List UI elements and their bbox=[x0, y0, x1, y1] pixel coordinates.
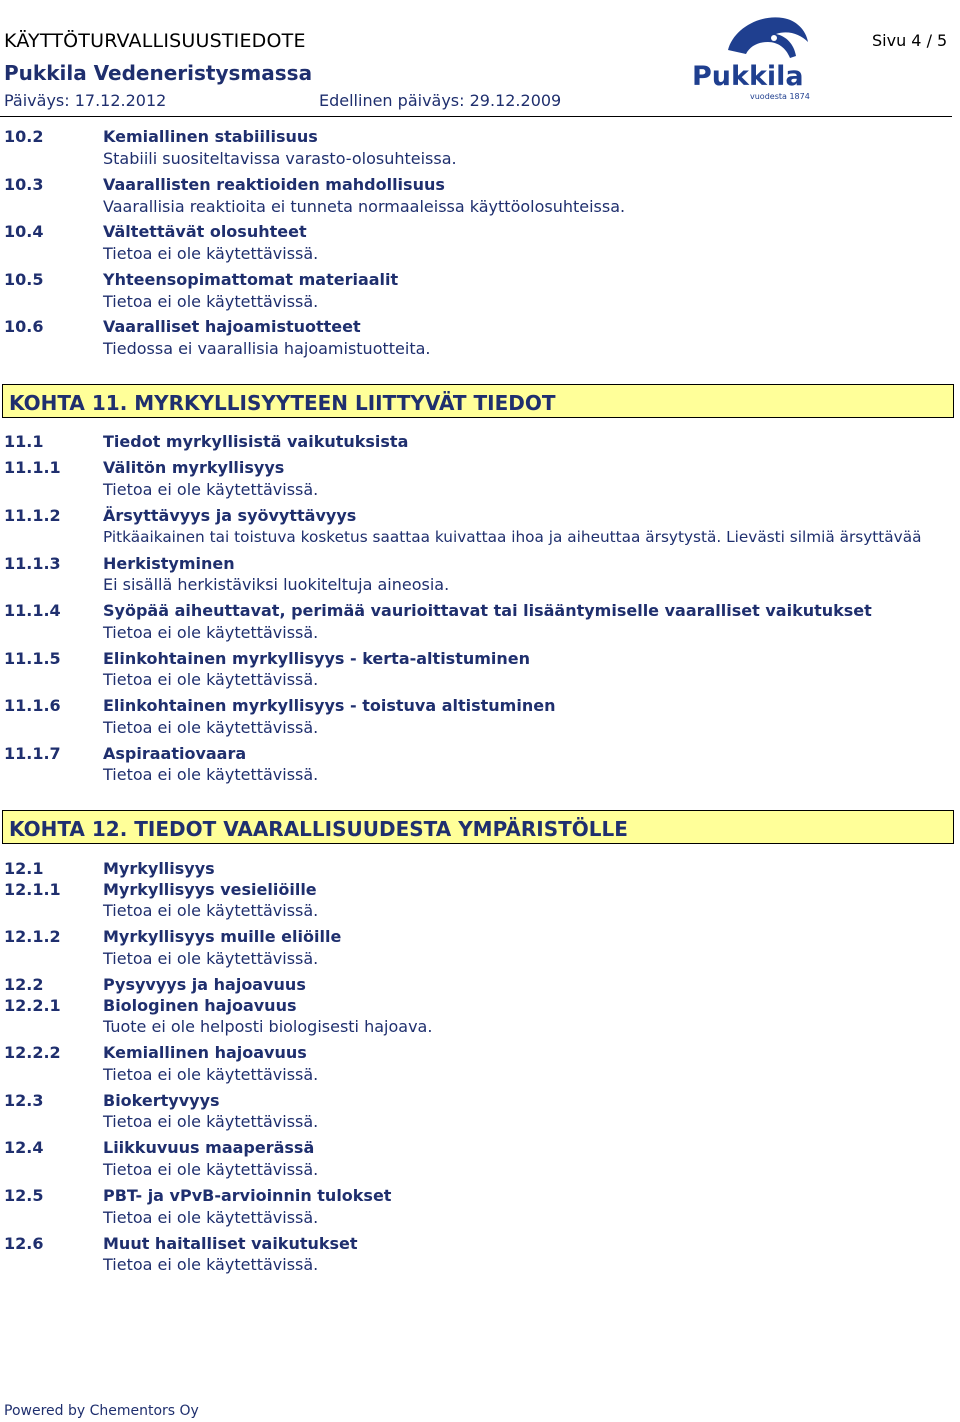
item-text: Tietoa ei ole käytettävissä. bbox=[103, 765, 319, 784]
item-heading: Myrkyllisyys bbox=[103, 859, 215, 878]
item-heading: Aspiraatiovaara bbox=[103, 744, 247, 763]
item-number: 10.5 bbox=[4, 270, 44, 289]
item-number: 10.2 bbox=[4, 127, 44, 146]
item-number: 11.1.4 bbox=[4, 601, 61, 620]
item-heading: Myrkyllisyys muille eliöille bbox=[103, 927, 342, 946]
item-heading: PBT- ja vPvB-arvioinnin tulokset bbox=[103, 1186, 392, 1205]
item-text: Tietoa ei ole käytettävissä. bbox=[103, 1112, 319, 1131]
item-number: 12.1 bbox=[4, 859, 44, 878]
item-heading: Herkistyminen bbox=[103, 554, 235, 573]
item-number: 12.6 bbox=[4, 1234, 44, 1253]
item-text: Vaarallisia reaktioita ei tunneta normaaleissa käyttöolosuhteissa. bbox=[103, 197, 626, 216]
footer-credit: Powered by Chementors Oy bbox=[4, 1403, 199, 1419]
item-number: 11.1.1 bbox=[4, 458, 61, 477]
item-number: 10.6 bbox=[4, 317, 44, 336]
item-text: Tietoa ei ole käytettävissä. bbox=[103, 1065, 319, 1084]
item-text: Tietoa ei ole käytettävissä. bbox=[103, 1255, 319, 1274]
item-heading: Välitön myrkyllisyys bbox=[103, 458, 285, 477]
item-heading: Pysyvyys ja hajoavuus bbox=[103, 975, 306, 994]
item-number: 12.2 bbox=[4, 975, 44, 994]
page-number: Sivu 4 / 5 bbox=[872, 31, 948, 50]
item-text: Tietoa ei ole käytettävissä. bbox=[103, 292, 319, 311]
item-number: 12.2.2 bbox=[4, 1043, 61, 1062]
item-heading: Liikkuvuus maaperässä bbox=[103, 1138, 315, 1157]
item-number: 10.3 bbox=[4, 175, 44, 194]
item-text: Tietoa ei ole käytettävissä. bbox=[103, 949, 319, 968]
item-text: Tietoa ei ole käytettävissä. bbox=[103, 901, 319, 920]
item-number: 10.4 bbox=[4, 222, 44, 241]
document-title: KÄYTTÖTURVALLISUUSTIEDOTE bbox=[4, 30, 306, 52]
svg-text:vuodesta 1874: vuodesta 1874 bbox=[750, 92, 810, 101]
item-heading: Muut haitalliset vaikutukset bbox=[103, 1234, 358, 1253]
item-text: Ei sisällä herkistäviksi luokiteltuja aineosia. bbox=[103, 575, 450, 594]
item-text: Tietoa ei ole käytettävissä. bbox=[103, 1160, 319, 1179]
item-number: 12.1.2 bbox=[4, 927, 61, 946]
item-number: 12.1.1 bbox=[4, 880, 61, 899]
svg-text:Pukkila: Pukkila bbox=[692, 61, 804, 92]
item-text: Tuote ei ole helposti biologisesti hajoava. bbox=[103, 1017, 433, 1036]
section-12-header bbox=[2, 810, 954, 844]
item-heading: Ärsyttävyys ja syövyttävyys bbox=[103, 506, 357, 525]
item-heading: Vaaralliset hajoamistuotteet bbox=[103, 317, 361, 336]
item-number: 11.1.3 bbox=[4, 554, 61, 573]
item-heading: Yhteensopimattomat materiaalit bbox=[103, 270, 399, 289]
item-number: 11.1.6 bbox=[4, 696, 61, 715]
item-number: 12.2.1 bbox=[4, 996, 61, 1015]
section-title: KOHTA 12. TIEDOT VAARALLISUUDESTA YMPÄRISTÖLLE bbox=[9, 817, 628, 841]
item-text: Tietoa ei ole käytettävissä. bbox=[103, 1208, 319, 1227]
item-number: 11.1.2 bbox=[4, 506, 61, 525]
section-11-header bbox=[2, 384, 954, 418]
item-heading: Biologinen hajoavuus bbox=[103, 996, 297, 1015]
item-heading: Vältettävät olosuhteet bbox=[103, 222, 307, 241]
section-title: KOHTA 11. MYRKYLLISYYTEEN LIITTYVÄT TIEDOT bbox=[9, 391, 556, 415]
item-text: Tietoa ei ole käytettävissä. bbox=[103, 480, 319, 499]
item-heading: Myrkyllisyys vesieliöille bbox=[103, 880, 317, 899]
item-heading: Kemiallinen stabiilisuus bbox=[103, 127, 318, 146]
item-number: 11.1.5 bbox=[4, 649, 61, 668]
item-heading: Biokertyvyys bbox=[103, 1091, 220, 1110]
previous-date: Edellinen päiväys: 29.12.2009 bbox=[319, 91, 562, 110]
item-heading: Vaarallisten reaktioiden mahdollisuus bbox=[103, 175, 445, 194]
issue-date: Päiväys: 17.12.2012 bbox=[4, 91, 167, 110]
product-name: Pukkila Vedeneristysmassa bbox=[4, 61, 313, 85]
item-number: 12.3 bbox=[4, 1091, 44, 1110]
item-number: 12.5 bbox=[4, 1186, 44, 1205]
item-heading: Tiedot myrkyllisistä vaikutuksista bbox=[103, 432, 409, 451]
item-heading: Kemiallinen hajoavuus bbox=[103, 1043, 307, 1062]
header-divider bbox=[0, 116, 952, 117]
item-text: Stabiili suositeltavissa varasto-olosuhteissa. bbox=[103, 149, 457, 168]
item-text: Tietoa ei ole käytettävissä. bbox=[103, 623, 319, 642]
item-text: Tiedossa ei vaarallisia hajoamistuotteita. bbox=[103, 339, 431, 358]
item-text: Tietoa ei ole käytettävissä. bbox=[103, 718, 319, 737]
item-text: Pitkäaikainen tai toistuva kosketus saattaa kuivattaa ihoa ja aiheuttaa ärsytystä. Lievästi silmiä ärsyttävää bbox=[103, 528, 922, 546]
item-number: 12.4 bbox=[4, 1138, 44, 1157]
item-number: 11.1 bbox=[4, 432, 44, 451]
item-heading: Elinkohtainen myrkyllisyys - toistuva altistuminen bbox=[103, 696, 556, 715]
item-heading: Elinkohtainen myrkyllisyys - kerta-altistuminen bbox=[103, 649, 531, 668]
goat-logo-icon bbox=[688, 12, 816, 102]
item-text: Tietoa ei ole käytettävissä. bbox=[103, 244, 319, 263]
pukkila-logo bbox=[688, 12, 816, 102]
item-number: 11.1.7 bbox=[4, 744, 61, 763]
item-heading: Syöpää aiheuttavat, perimää vaurioittavat tai lisääntymiselle vaaralliset vaikutukset bbox=[103, 601, 872, 620]
item-text: Tietoa ei ole käytettävissä. bbox=[103, 670, 319, 689]
